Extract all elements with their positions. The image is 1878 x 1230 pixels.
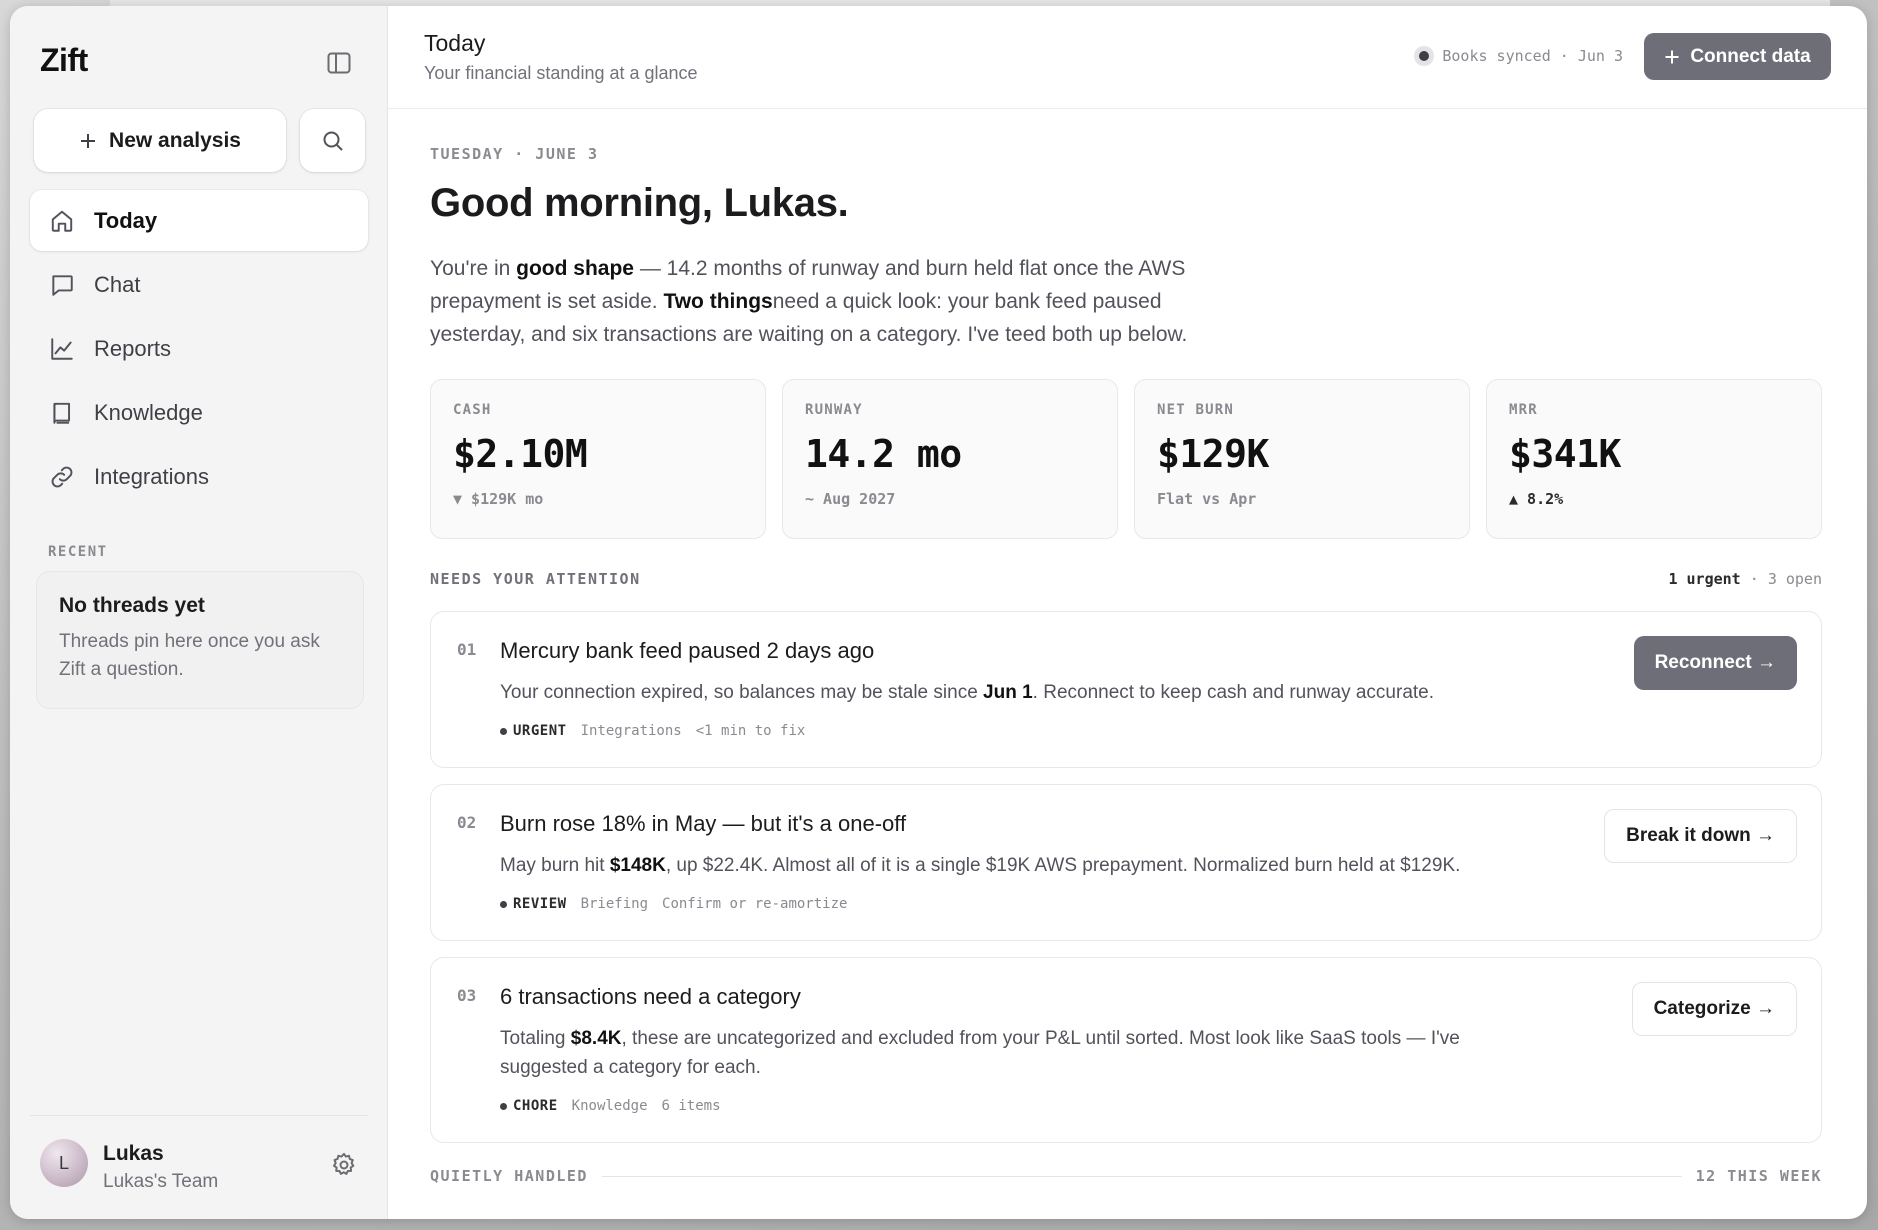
task-source: Briefing: [580, 896, 649, 912]
connect-data-button[interactable]: [1644, 33, 1831, 80]
quietly-handled-header: [430, 1167, 1822, 1185]
recent-empty-state: [36, 571, 364, 709]
attention-counts: 1 urgent · 3 open: [1668, 570, 1822, 588]
divider: [30, 1115, 368, 1116]
app-logo: Zift: [40, 42, 88, 78]
task-effort: <1 min to fix: [695, 723, 806, 739]
gear-icon[interactable]: [330, 1151, 358, 1179]
kpi-value: $129K: [1157, 432, 1269, 476]
task-title: 6 transactions need a category: [500, 984, 801, 1009]
sidebar-item-reports[interactable]: [30, 318, 368, 379]
sidebar: [10, 6, 388, 1219]
task-meta: [500, 896, 847, 912]
avatar[interactable]: L: [40, 1139, 88, 1187]
sidebar-nav: [30, 190, 368, 510]
empty-state-subtitle: Threads pin here once you ask Zift a question.: [59, 631, 320, 680]
greeting-heading: Good morning, Lukas.: [430, 181, 849, 225]
search-icon: [321, 129, 345, 153]
sidebar-item-integrations[interactable]: [30, 446, 368, 507]
kpi-label: CASH: [453, 402, 492, 418]
status-dot-icon: [1414, 46, 1434, 66]
status-badge: REVIEW: [500, 896, 567, 912]
task-effort: Confirm or re-amortize: [662, 896, 848, 912]
user-name: Lukas: [103, 1142, 164, 1165]
sync-status: [1414, 46, 1623, 66]
main-panel: [388, 6, 1867, 1219]
kpi-label: RUNWAY: [805, 402, 863, 418]
kpi-delta: ▲ 8.2%: [1509, 490, 1564, 508]
connect-data-label: Connect data: [1690, 45, 1811, 67]
urgent-count: 1 urgent: [1668, 570, 1741, 588]
open-count: 3 open: [1767, 570, 1822, 588]
attention-card: [430, 784, 1822, 941]
kpi-delta: ~ Aug 2027: [805, 490, 896, 508]
sidebar-item-label: Chat: [94, 271, 141, 297]
kpi-card-cash: [430, 379, 766, 539]
kpi-value: $341K: [1509, 432, 1621, 476]
app-window: [10, 6, 1867, 1219]
search-button[interactable]: [300, 109, 365, 172]
reconnect-button[interactable]: Reconnect →: [1634, 636, 1797, 690]
kpi-label: MRR: [1509, 402, 1538, 418]
break-it-down-button[interactable]: Break it down →: [1604, 809, 1797, 863]
task-meta: [500, 1098, 721, 1114]
page-subtitle: Your financial standing at a glance: [424, 63, 698, 83]
attention-card: [430, 957, 1822, 1143]
sidebar-item-label: Integrations: [94, 463, 209, 489]
kpi-delta: Flat vs Apr: [1157, 490, 1257, 508]
task-effort: 6 items: [661, 1098, 721, 1114]
status-badge: URGENT: [500, 723, 567, 739]
section-title: NEEDS YOUR ATTENTION: [430, 570, 641, 588]
chat-icon: [48, 271, 76, 299]
section-title: QUIETLY HANDLED: [430, 1167, 588, 1185]
sidebar-item-label: Knowledge: [94, 399, 203, 425]
task-description: Totaling $8.4K, these are uncategorized and excluded from your P&L until sorted. Most look like SaaS tools — I've suggested a category for each.: [500, 1028, 1460, 1078]
recent-section-label: RECENT: [48, 544, 108, 560]
categorize-button[interactable]: Categorize →: [1632, 982, 1797, 1036]
summary-paragraph: You're in good shape — 14.2 months of runway and burn held flat once the AWS prepayment is set aside. Two thingsneed a quick look: your bank feed paused yesterday, and six transactions are waiting on a category. I've teed both up below.: [430, 257, 1188, 346]
task-description: May burn hit $148K, up $22.4K. Almost all of it is a single $19K AWS prepayment. Normalized burn held at $129K.: [500, 855, 1461, 876]
sidebar-item-chat[interactable]: [30, 254, 368, 315]
handled-count[interactable]: 12 THIS WEEK: [1695, 1167, 1822, 1185]
home-icon: [48, 207, 76, 235]
kpi-card-mrr: [1486, 379, 1822, 539]
kpi-value: $2.10M: [453, 432, 588, 476]
sidebar-item-label: Reports: [94, 335, 172, 361]
kpi-value: 14.2 mo: [805, 432, 962, 476]
plus-icon: [79, 132, 97, 150]
top-bar: [388, 6, 1867, 109]
new-analysis-button[interactable]: [34, 109, 286, 172]
attention-card: [430, 611, 1822, 768]
plus-icon: [1664, 49, 1680, 65]
page-title: Today: [424, 30, 486, 56]
attention-header: [430, 570, 1822, 588]
chart-line-icon: [48, 335, 76, 363]
sidebar-item-today[interactable]: [30, 190, 368, 251]
task-title: Mercury bank feed paused 2 days ago: [500, 638, 875, 663]
task-title: Burn rose 18% in May — but it's a one-off: [500, 811, 907, 836]
kpi-label: NET BURN: [1157, 402, 1235, 418]
task-number: 03: [457, 986, 477, 1005]
status-badge: CHORE: [500, 1098, 558, 1114]
task-source: Integrations: [580, 723, 682, 739]
sidebar-item-label: Today: [94, 207, 158, 233]
task-number: 01: [457, 640, 477, 659]
emphasis: Two things: [663, 290, 773, 313]
sync-status-text: Books synced · Jun 3: [1442, 47, 1623, 65]
sidebar-toggle-icon[interactable]: [324, 48, 354, 78]
task-number: 02: [457, 813, 477, 832]
book-icon: [48, 399, 76, 427]
link-icon: [48, 463, 76, 491]
kpi-card-runway: [782, 379, 1118, 539]
user-team: Lukas's Team: [103, 1171, 219, 1192]
empty-state-title: No threads yet: [59, 594, 205, 617]
emphasis: good shape: [516, 257, 634, 280]
new-analysis-label: New analysis: [109, 128, 241, 152]
sidebar-item-knowledge[interactable]: [30, 382, 368, 443]
date-label: TUESDAY · JUNE 3: [430, 145, 599, 163]
task-description: Your connection expired, so balances may be stale since Jun 1. Reconnect to keep cash and runway accurate.: [500, 682, 1435, 703]
kpi-delta: ▼ $129K mo: [453, 490, 544, 508]
kpi-card-net-burn: [1134, 379, 1470, 539]
task-meta: [500, 723, 805, 739]
divider: [602, 1176, 1682, 1177]
kpi-row: [430, 379, 1822, 539]
task-source: Knowledge: [571, 1098, 648, 1114]
